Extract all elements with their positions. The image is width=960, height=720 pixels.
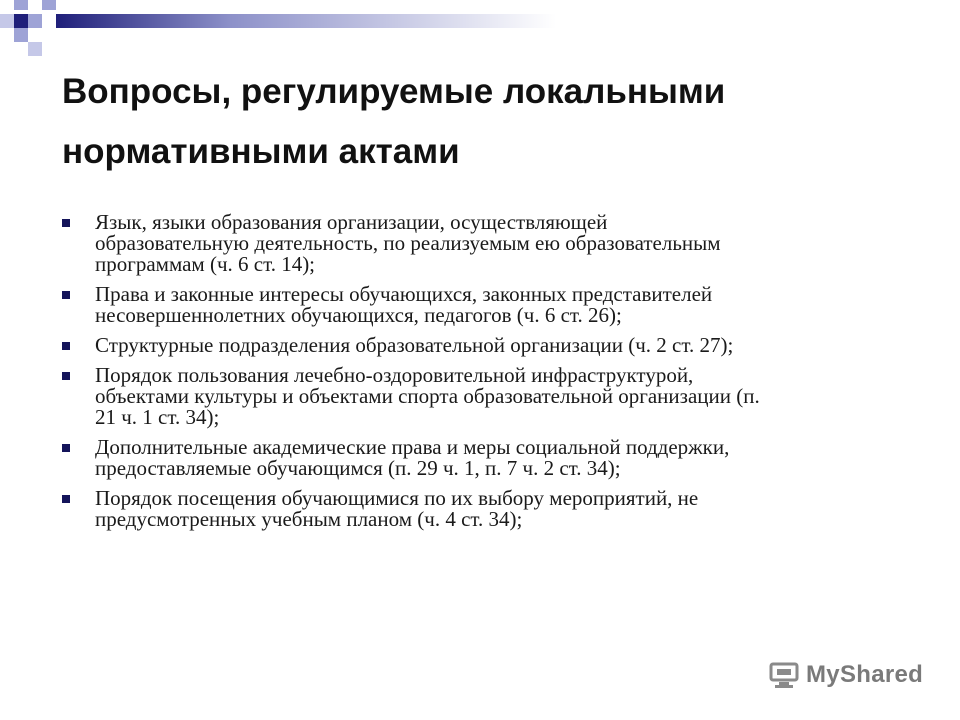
bullet-item [60, 365, 910, 428]
square-bullet-icon [62, 219, 70, 227]
deco-square [28, 42, 42, 56]
deco-square [0, 14, 14, 28]
deco-square [14, 14, 28, 28]
slide-title-line: Вопросы, регулируемые локальными [62, 72, 726, 111]
deco-square [14, 28, 28, 42]
bullet-text-line: Структурные подразделения образовательной организации (ч. 2 ст. 27); [95, 333, 734, 357]
bullet-list [60, 212, 910, 539]
bullet-text [95, 363, 760, 429]
bullet-text [95, 210, 721, 276]
square-bullet-icon [62, 495, 70, 503]
square-bullet-icon [62, 291, 70, 299]
square-bullet-icon [62, 372, 70, 380]
decorative-header-graphic [0, 0, 960, 60]
deco-square [14, 0, 28, 10]
bullet-item [60, 488, 910, 530]
bullet-text-line: Дополнительные академические права и меры социальной поддержки, [95, 435, 730, 459]
bullet-text-line: несовершеннолетних обучающихся, педагогов (ч. 6 ст. 26); [95, 303, 622, 327]
watermark-text: MyShared [806, 661, 924, 688]
square-bullet-icon [62, 342, 70, 350]
bullet-text-line: Язык, языки образования организации, осуществляющей [95, 210, 608, 234]
bullet-text-line: Порядок пользования лечебно-оздоровительной инфраструктурой, [95, 363, 694, 387]
myshared-logo-icon [768, 660, 802, 690]
bullet-item [60, 212, 910, 275]
deco-square [28, 14, 42, 28]
bullet-item [60, 335, 910, 356]
bullet-text [95, 333, 733, 357]
bullet-text-line: объектами культуры и объектами спорта образовательной организации (п. [95, 384, 760, 408]
slide-title [62, 62, 882, 182]
slide-title-line: нормативными актами [62, 132, 460, 171]
deco-square [42, 0, 56, 10]
bullet-text [95, 486, 698, 531]
myshared-watermark [768, 657, 923, 693]
bullet-text-line: 21 ч. 1 ст. 34); [95, 405, 220, 429]
bullet-text-line: предоставляемые обучающимся (п. 29 ч. 1, п. 7 ч. 2 ст. 34); [95, 456, 621, 480]
bullet-text-line: предусмотренных учебным планом (ч. 4 ст. 34); [95, 507, 523, 531]
bullet-text [95, 435, 729, 480]
bullet-item [60, 284, 910, 326]
bullet-text-line: образовательную деятельность, по реализуемым ею образовательным [95, 231, 721, 255]
bullet-text-line: программам (ч. 6 ст. 14); [95, 252, 316, 276]
square-bullet-icon [62, 444, 70, 452]
bullet-item [60, 437, 910, 479]
bullet-text-line: Порядок посещения обучающимися по их выбору мероприятий, не [95, 486, 699, 510]
bullet-text [95, 282, 712, 327]
deco-gradient-bar [56, 14, 556, 28]
bullet-text-line: Права и законные интересы обучающихся, законных представителей [95, 282, 713, 306]
